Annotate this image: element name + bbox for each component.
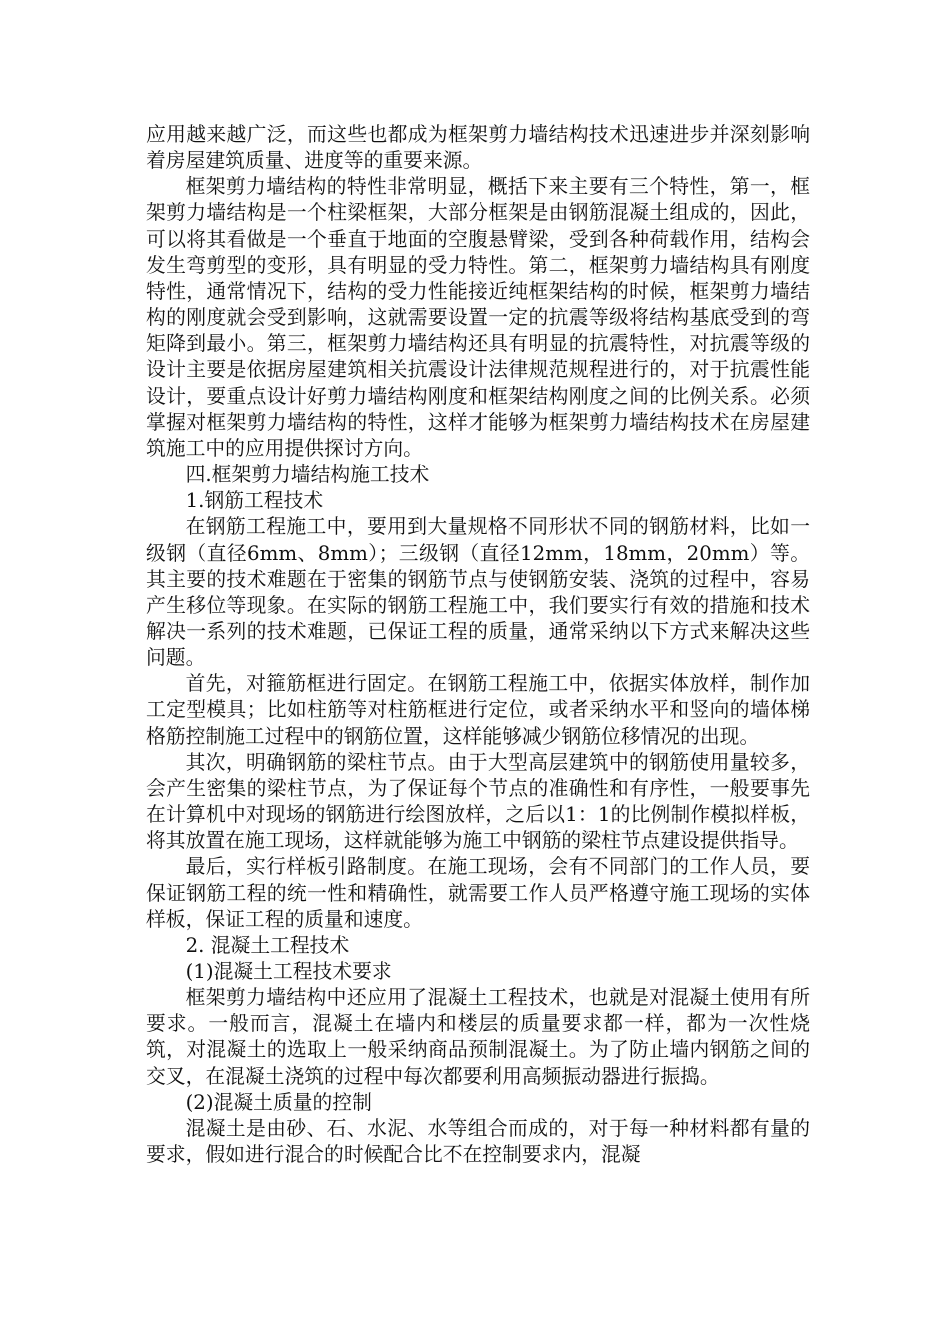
section-heading-construction-tech: 四.框架剪力墙结构施工技术 (185, 463, 430, 487)
paragraph-continuation: 应用越来越广泛，而这些也都成为框架剪力墙结构技术迅速进步并深刻影响着房屋建筑质量、进度等的重要来源。 (146, 123, 810, 173)
subsection-heading-rebar: 1.钢筋工程技术 (185, 489, 324, 513)
paragraph-rebar-second: 其次，明确钢筋的梁柱节点。由于大型高层建筑中的钢筋使用量较多，会产生密集的梁柱节点，为了保证每个节点的准确性和有序性，一般要事先在计算机中对现场的钢筋进行绘图放样，之后以1：1的比例制作模拟样板，将其放置在施工现场，这样就能够为施工中钢筋的梁柱节点建设提供指导。 (146, 750, 810, 853)
paragraph-concrete-requirements: 框架剪力墙结构中还应用了混凝土工程技术，也就是对混凝土使用有所要求。一般而言，混凝土在墙内和楼层的质量要求都一样，都为一次性烧筑，对混凝土的选取上一般采纳商品预制混凝土。为了防止墙内钢筋之间的交叉，在混凝土浇筑的过程中每次都要利用高频振动器进行振捣。 (146, 986, 810, 1088)
paragraph-concrete-quality: 混凝土是由砂、石、水泥、水等组合而成的，对于每一种材料都有量的要求，假如进行混合的时候配合比不在控制要求内，混凝 (146, 1116, 810, 1167)
paragraph-characteristics: 框架剪力墙结构的特性非常明显，概括下来主要有三个特性，第一，框架剪力墙结构是一个柱梁框架，大部分框架是由钢筋混凝土组成的，因此，可以将其看做是一个垂直于地面的空腹悬臂梁，受到各种荷载作用，结构会发生弯剪型的变形，具有明显的受力特性。第二，框架剪力墙结构具有刚度特性，通常情况下，结构的受力性能接近纯框架结构的时候，框架剪力墙结构的刚度就会受到影响，这就需要设置一定的抗震等级将结构基底受到的弯矩降到最小。第三，框架剪力墙结构还具有明显的抗震特性，对抗震等级的设计主要是依据房屋建筑相关抗震设计法律规范规程进行的，对于抗震性能设计，要重点设计好剪力墙结构刚度和框架结构刚度之间的比例关系。必须掌握对框架剪力墙结构的特性，这样才能够为框架剪力墙结构技术在房屋建筑施工中的应用提供探讨方向。 (146, 175, 810, 460)
subsection-heading-concrete: 2. 混凝土工程技术 (185, 933, 350, 957)
paragraph-rebar-first: 首先，对箍筋框进行固定。在钢筋工程施工中，依据实体放样，制作加工定型模具；比如柱筋等对柱筋框进行定位，或者采纳水平和竖向的墙体梯格筋控制施工过程中的钢筋位置，这样能够减少钢筋位移情况的出现。 (146, 672, 810, 748)
subsubsection-heading-concrete-requirements: (1)混凝土工程技术要求 (185, 960, 392, 983)
paragraph-rebar-last: 最后，实行样板引路制度。在施工现场，会有不同部门的工作人员，要保证钢筋工程的统一性和精确性，就需要工作人员严格遵守施工现场的实体样板，保证工程的质量和速度。 (146, 855, 810, 931)
subsubsection-heading-concrete-quality: (2)混凝土质量的控制 (185, 1090, 372, 1114)
document-page (146, 122, 810, 1168)
paragraph-rebar-intro: 在钢筋工程施工中，要用到大量规格不同形状不同的钢筋材料，比如一级钢（直径6mm、8mm）；三级钢（直径12mm，18mm，20mm）等。其主要的技术难题在于密集的钢筋节点与使钢筋安装、浇筑的过程中，容易产生移位等现象。在实际的钢筋工程施工中，我们要实行有效的措施和技术解决一系列的技术难题，已保证工程的质量，通常采纳以下方式来解决这些问题。 (146, 515, 810, 670)
